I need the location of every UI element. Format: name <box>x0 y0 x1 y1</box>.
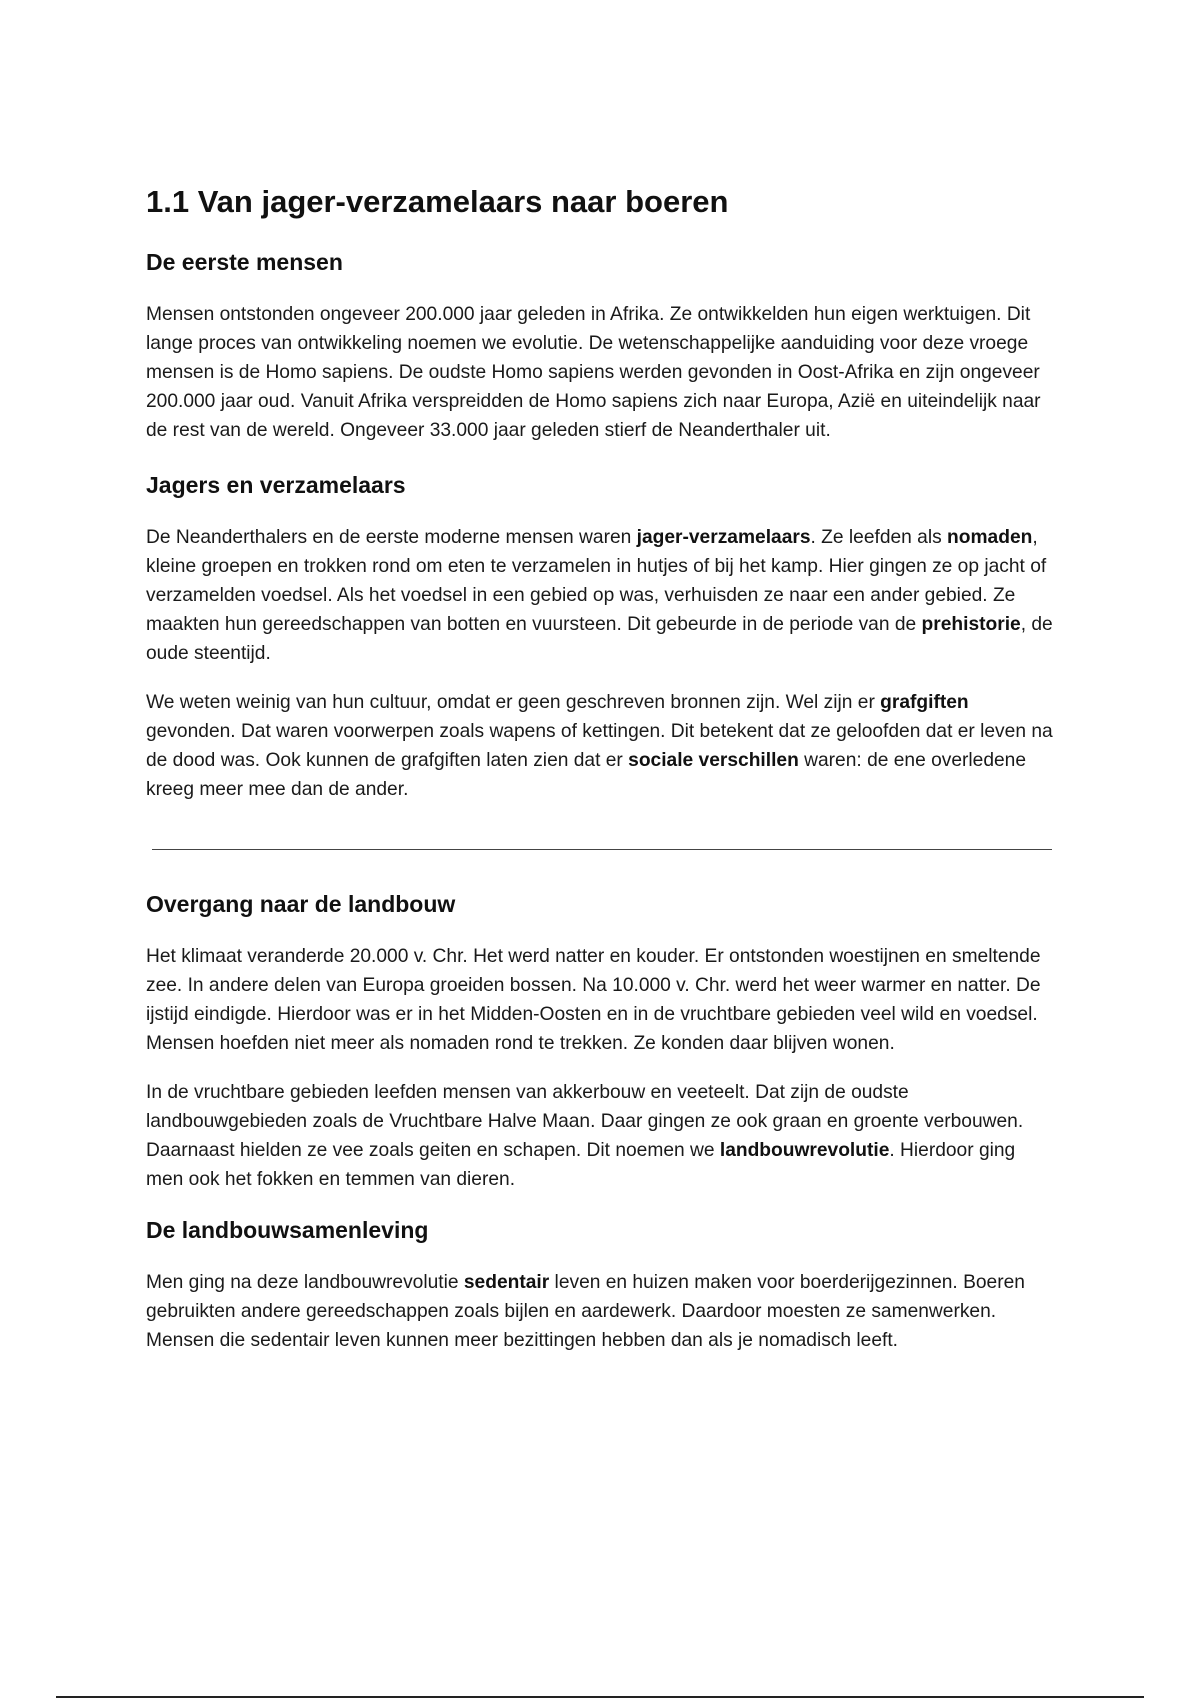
text-run: gevonden. Dat waren voorwerpen zoals wapens of kettingen. Dit betekent dat ze geloofden dat er leven na de dood was. Ook kunnen de grafgiften laten zien dat er <box>146 721 1053 772</box>
text-run: Het klimaat veranderde 20.000 v. Chr. Het werd natter en kouder. Er ontstonden woestijnen en smeltende zee. In andere delen van Europa groeiden bossen. Na 10.000 v. Chr. werd het weer warmer en natter. De ijstijd eindigde. Hierdoor was er in het Midden-Oosten en in de vruchtbare gebieden veel wild en voedsel. Mensen hoefden niet meer als nomaden rond te trekken. Ze konden daar blijven wonen. <box>146 945 1041 1054</box>
key-term: prehistorie <box>921 614 1021 636</box>
page-title: 1.1 Van jager-verzamelaars naar boeren <box>146 184 729 219</box>
key-term: landbouwrevolutie <box>719 1139 890 1161</box>
text-run: Men ging na deze landbouwrevolutie <box>146 1271 464 1293</box>
section-heading-eerste-mensen: De eerste mensen <box>146 249 343 276</box>
text-run: leven en huizen maken voor boerderijgezinnen. Boeren gebruikten andere gereedschappen zoals bijlen en aardewerk. Daardoor moesten ze samenwerken. Mensen die sedentair leven kunnen meer bezittingen hebben dan als je nomadisch leeft. <box>146 1271 1025 1351</box>
key-term: sociale verschillen <box>628 750 799 772</box>
paragraph <box>146 1078 1056 1194</box>
paragraph <box>146 1268 1056 1355</box>
document-page <box>146 172 1056 1355</box>
text-run: . Ze leefden als <box>810 527 948 549</box>
paragraph <box>146 300 1056 445</box>
text-run: waren: de ene overledene kreeg meer mee dan de ander. <box>146 750 1027 801</box>
paragraph <box>146 523 1056 668</box>
text-run: Mensen ontstonden ongeveer 200.000 jaar geleden in Afrika. Ze ontwikkelden hun eigen werktuigen. Dit lange proces van ontwikkeling noemen we evolutie. De wetenschappelijke aanduiding voor deze vroege mensen is de Homo sapiens. De oudste Homo sapiens werden gevonden in Oost-Afrika en zijn ongeveer 200.000 jaar oud. Vanuit Afrika verspreidden de Homo sapiens zich naar Europa, Azië en uiteindelijk naar de rest van de wereld. Ongeveer 33.000 jaar geleden stierf de Neanderthaler uit. <box>146 304 1041 442</box>
key-term: nomaden <box>947 527 1033 549</box>
paragraph <box>146 688 1056 804</box>
section-heading-landbouwsamenleving: De landbouwsamenleving <box>146 1216 429 1243</box>
key-term: grafgiften <box>880 692 969 714</box>
key-term: jager-verzamelaars <box>636 527 811 549</box>
key-term: sedentair <box>463 1271 550 1293</box>
text-run: In de vruchtbare gebieden leefden mensen van akkerbouw en veeteelt. Dat zijn de oudste landbouwgebieden zoals de Vruchtbare Halve Maan. Daar gingen ze ook graan en groente verbouwen. Daarnaast hielden ze vee zoals geiten en schapen. Dit noemen we <box>146 1081 1024 1161</box>
text-run: . Hierdoor ging men ook het fokken en temmen van dieren. <box>146 1139 1016 1190</box>
page-bottom-border <box>56 1696 1144 1698</box>
text-run: We weten weinig van hun cultuur, omdat er geen geschreven bronnen zijn. Wel zijn er <box>146 692 881 714</box>
section-heading-jagers-verzamelaars: Jagers en verzamelaars <box>146 472 406 499</box>
text-run: , kleine groepen en trokken rond om eten te verzamelen in hutjes of bij het kamp. Hier gingen ze op jacht of verzamelden voedsel. Als het voedsel in een gebied op was, verhuisden ze naar een ander gebied. Ze maakten hun gereedschappen van botten en vuursteen. Dit gebeurde in de periode van de <box>146 527 1047 636</box>
section-heading-overgang-landbouw: Overgang naar de landbouw <box>146 891 456 918</box>
text-run: , de oude steentijd. <box>146 614 1053 665</box>
paragraph <box>146 942 1056 1058</box>
text-run: De Neanderthalers en de eerste moderne mensen waren <box>146 527 637 549</box>
